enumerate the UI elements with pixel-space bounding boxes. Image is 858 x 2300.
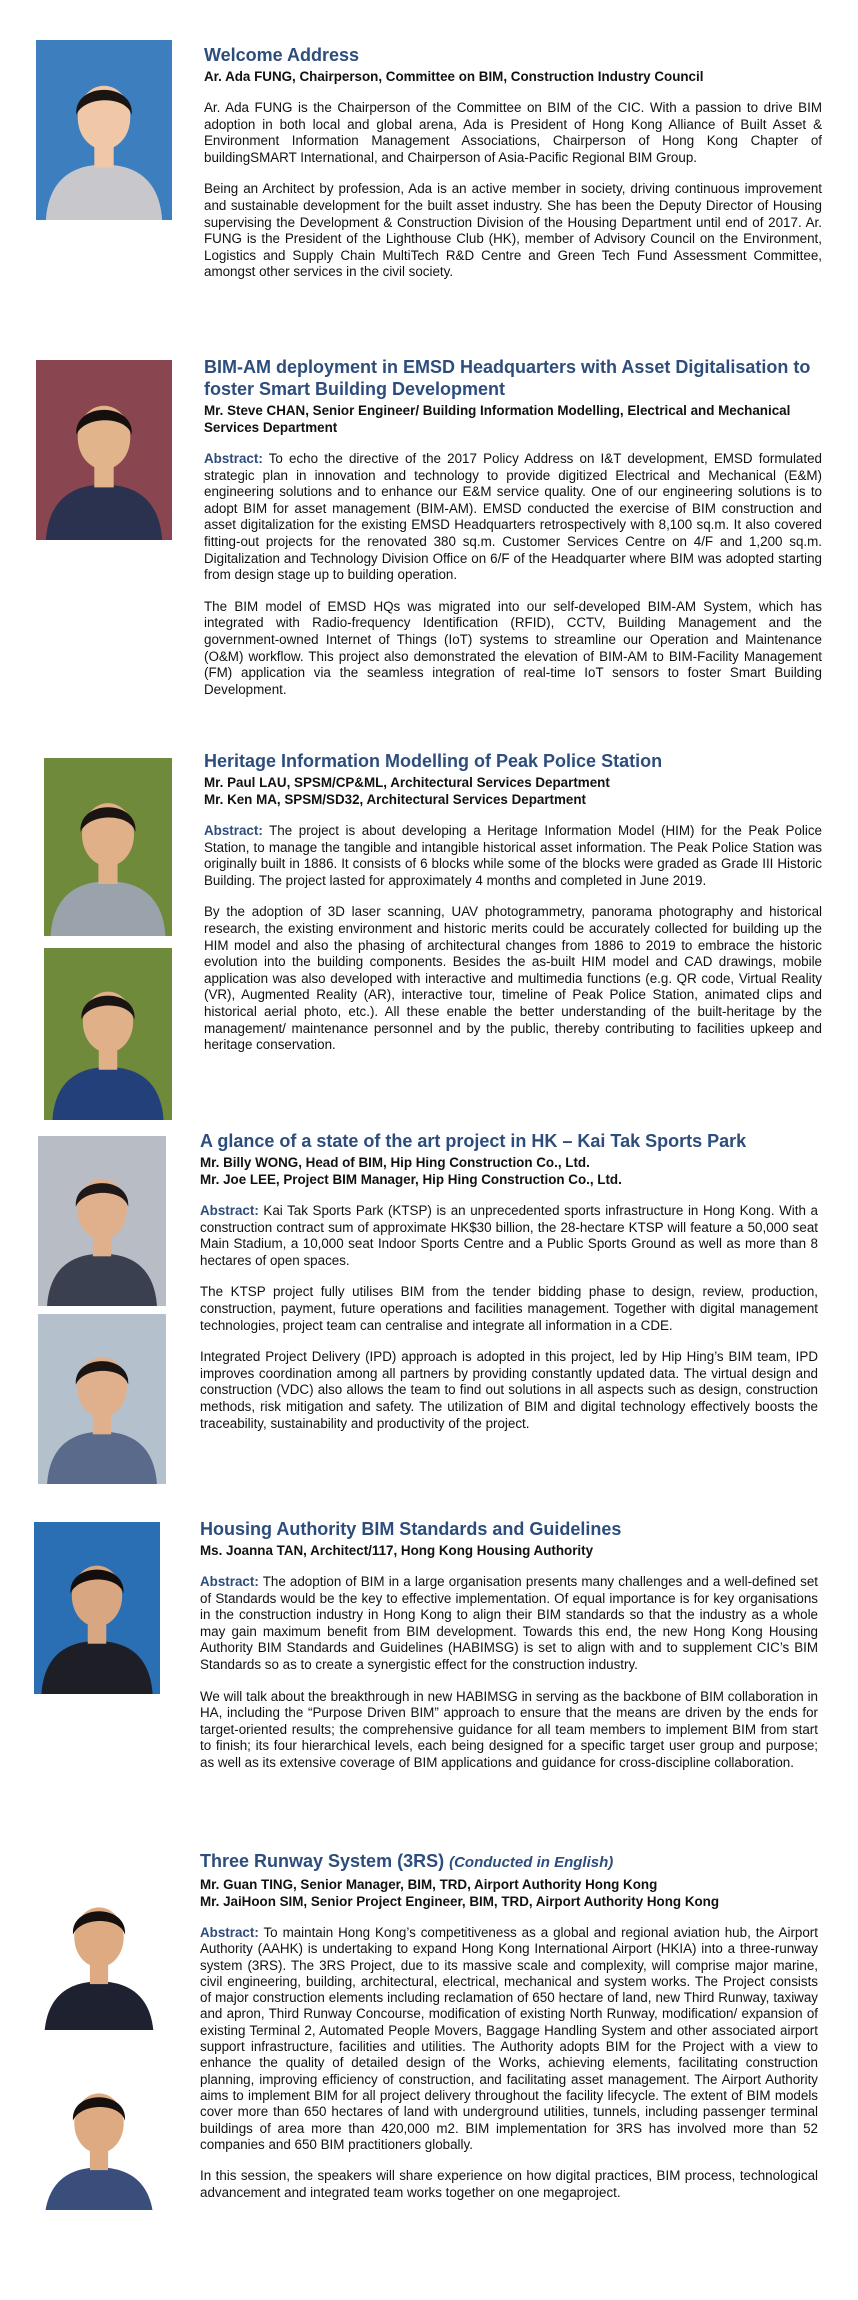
portrait-image bbox=[38, 1314, 166, 1484]
abstract-text: The adoption of BIM in a large organisation presents many challenges and a well-defined set of Standards would be the key to effective implementation. Of equal importance is for key organisations in the construction industry in Hong Kong to align their BIM standards so that the industry as a whole may gain maximum benefit from BIM development. Towards this end, the new Hong Kong Housing Authority BIM Standards and Guidelines (HABIMSG) is set to align with and to supplement CIC’s BIM Standards so as to create a synergistic effect for the construction industry. bbox=[200, 1574, 818, 1672]
abstract-text: The project is about developing a Heritage Information Model (HIM) for the Peak Police Station, to manage the tangible and intangible historical asset information. The Peak Police Station was originally built in 1886. It consists of 6 blocks while some of the blocks were graded as Grade III Historic Building. The project lasted for approximately 4 months and completed in June 2019. bbox=[204, 823, 822, 888]
speaker-photo-steve-chan bbox=[36, 360, 172, 540]
session-title: Heritage Information Modelling of Peak Police Station bbox=[204, 751, 663, 771]
portrait-image bbox=[44, 948, 172, 1120]
speaker-line: Mr. Ken MA, SPSM/SD32, Architectural Services Department bbox=[204, 792, 587, 807]
body-paragraph: By the adoption of 3D laser scanning, UAV photogrammetry, panorama photography and historical research, the existing environment and historic merits could be accurately collected for building up the HIM model and also the phasing of architectural changes from 1886 to 2019 to embrace the historic evolution into the building components. Besides the as-built HIM model and CAD drawings, mobile application was also developed with interactive and multimedia functions (e.g. QR code, Virtual Reality (VR), Augmented Reality (AR), interactive tour, timeline of Peak Police Station, animated clips and historical aerial photo, etc.). All these enable the better understanding of the built-heritage by the management/ maintenance personnel and by the public, thereby contributing to facilities upkeep and heritage conservation. bbox=[204, 904, 822, 1053]
session-title: Housing Authority BIM Standards and Guidelines bbox=[200, 1519, 622, 1539]
session-title: BIM-AM deployment in EMSD Headquarters with Asset Digitalisation to foster Smart Building Development bbox=[204, 357, 811, 399]
abstract-label: Abstract: bbox=[204, 823, 263, 838]
session-title: A glance of a state of the art project in HK – Kai Tak Sports Park bbox=[200, 1131, 747, 1151]
abstract-paragraph bbox=[200, 1925, 818, 2153]
abstract-label: Abstract: bbox=[200, 1203, 259, 1218]
body-paragraph: The KTSP project fully utilises BIM from the tender bidding phase to design, review, production, construction, payment, future operations and facilities management. Together with digital management technologies, project team can centralise and integrate all information in a CDE. bbox=[200, 1284, 818, 1333]
session-content bbox=[200, 1850, 818, 2201]
speaker-line: Mr. Paul LAU, SPSM/CP&ML, Architectural Services Department bbox=[204, 775, 610, 790]
abstract-text: To maintain Hong Kong’s competitiveness as a global and regional aviation hub, the Airport Authority (AAHK) is undertaking to expand Hong Kong International Airport (HKIA) into a three-runway system (3RS). The 3RS Project, due to its massive scale and complexity, will comprise major marine, civil engineering, building, architectural, electrical, mechanical and system works. The Project consists of major construction elements including reclamation of 650 hectare of land, new Third Runway, taxiway and apron, Third Runway Concourse, modification of existing North Runway, modification/ expansion of existing Terminal 2, Automated People Movers, Baggage Handling System and other associated airport support infrastructure, facilities and utilities. The Authority adopts BIM for the Project with a view to enhance the quality of detailed design of the Works, achieving elements, facilitating construction planning, improving efficiency of construction, and facilitating asset management. The Airport Authority aims to implement BIM for all project delivery throughout the facility lifecycle. The extent of BIM models cover more than 650 hectares of land with underground utilities, tunnels, including passenger terminal buildings of area more than 420,000 m2. BIM implementation for 3RS has involved more than 52 companies and 650 BIM practitioners globally. bbox=[200, 1925, 818, 2152]
speaker-photo-billy-wong bbox=[38, 1136, 166, 1306]
session-content bbox=[204, 356, 822, 698]
abstract-text: Kai Tak Sports Park (KTSP) is an unprecedented sports infrastructure in Hong Kong. With a construction contract sum of approximate HK$30 billion, the 28-hectare KTSP will feature a 50,000 seat Main Stadium, a 10,000 seat Indoor Sports Centre and a Public Sports Ground as well as more than 8 hectares of open spaces. bbox=[200, 1203, 818, 1268]
abstract-paragraph bbox=[204, 451, 822, 584]
body-paragraph: We will talk about the breakthrough in new HABIMSG in serving as the backbone of BIM collaboration in HA, including the “Purpose Driven BIM” approach to ensure that the means are driven by the ends for target-oriented results; the comprehensive guidance for all team members to implement BIM from start to finish; its four hierarchical levels, each being designed for a specific target user group and purpose; as well as its extensive coverage of BIM applications and guidance for cross-discipline collaboration. bbox=[200, 1688, 818, 1770]
portrait-image bbox=[44, 758, 172, 936]
abstract-label: Abstract: bbox=[204, 451, 263, 466]
speaker-line: Mr. Steve CHAN, Senior Engineer/ Building Information Modelling, Electrical and Mechanical Services Department bbox=[204, 403, 791, 435]
abstract-paragraph bbox=[200, 1574, 818, 1674]
speaker-photo-ada-fung bbox=[36, 40, 172, 220]
body-paragraph: The BIM model of EMSD HQs was migrated into our self-developed BIM-AM System, which has integrated with Radio-frequency Identification (RFID), CCTV, Building Management and the government-owned Internet of Things (IoT) systems to streamline our Operation and Maintenance (O&M) workflow. This project also demonstrated the elevation of BIM-AM to BIM-Facility Management (FM) application via the seamless integration of real-time IoT sensors to foster Smart Building Development. bbox=[204, 598, 822, 697]
portrait-image bbox=[34, 2060, 164, 2210]
speaker-line: Ar. Ada FUNG, Chairperson, Committee on BIM, Construction Industry Council bbox=[204, 69, 704, 84]
speaker-line: Ms. Joanna TAN, Architect/117, Hong Kong Housing Authority bbox=[200, 1543, 594, 1558]
portrait-image bbox=[38, 1136, 166, 1306]
portrait-image bbox=[34, 1522, 160, 1694]
portrait-image bbox=[34, 1868, 164, 2030]
speaker-line: Mr. Joe LEE, Project BIM Manager, Hip Hing Construction Co., Ltd. bbox=[200, 1172, 622, 1187]
speaker-photo-joanna-tan bbox=[34, 1522, 160, 1694]
speaker-line: Mr. Billy WONG, Head of BIM, Hip Hing Construction Co., Ltd. bbox=[200, 1155, 590, 1170]
abstract-paragraph bbox=[204, 823, 822, 889]
abstract-label: Abstract: bbox=[200, 1925, 259, 1940]
abstract-label: Abstract: bbox=[200, 1574, 259, 1589]
portrait-image bbox=[36, 360, 172, 540]
speaker-photo-paul-lau bbox=[44, 758, 172, 936]
session-title-note: (Conducted in English) bbox=[449, 1854, 614, 1871]
speaker-photo-joe-lee bbox=[38, 1314, 166, 1484]
speaker-photo-jaihoon-sim bbox=[34, 2060, 164, 2210]
session-content bbox=[200, 1518, 818, 1772]
body-paragraph: In this session, the speakers will share experience on how digital practices, BIM process, technological advancement and integrated team works together on one megaproject. bbox=[200, 2168, 818, 2200]
session-title: Welcome Address bbox=[204, 45, 360, 65]
body-paragraph: Ar. Ada FUNG is the Chairperson of the Committee on BIM of the CIC. With a passion to drive BIM adoption in both local and global arena, Ada is President of Hong Kong Alliance of Built Asset & Environment Information Management Associations, Chairperson of Hong Kong Chapter of buildingSMART International, and Chairperson of Asia-Pacific Regional BIM Group. bbox=[204, 100, 822, 165]
abstract-text: To echo the directive of the 2017 Policy Address on I&T development, EMSD formulated strategic plan in innovation and technology to provide digitized Electrical and Mechanical (E&M) engineering solutions and to enhance our E&M service quality. One of our engineering solutions is to adopt BIM for asset management (BIM-AM). EMSD conducted the exercise of BIM construction and asset digitalization for the existing EMSD Headquarters retrospectively with 8,100 sq.m. It also covered fitting-out projects for the renovated 380 sq.m. Customer Services Centre on 4/F and 1,200 sq.m. Digitalization and Technology Division Office on 6/F of the Headquarter where BIM was adopted starting from design stage up to building operation. bbox=[204, 451, 822, 583]
session-content bbox=[200, 1130, 818, 1432]
speaker-photo-ken-ma bbox=[44, 948, 172, 1120]
session-content bbox=[204, 44, 822, 281]
session-title bbox=[200, 1850, 818, 1874]
session-title-text: Three Runway System (3RS) bbox=[200, 1851, 445, 1871]
portrait-image bbox=[36, 40, 172, 220]
session-content bbox=[204, 750, 822, 1054]
abstract-paragraph bbox=[200, 1203, 818, 1269]
body-paragraph: Being an Architect by profession, Ada is an active member in society, driving continuous improvement and sustainable development for the built asset industry. She has been the Deputy Director of Housing supervising the Development & Construction Division of the Housing Department until end of 2017. Ar. FUNG is the President of the Lighthouse Club (HK), member of Advisory Council on the Environment, Logistics and Supply Chain MultiTech R&D Centre and Green Tech Fund Assessment Committee, amongst other services in the civil society. bbox=[204, 181, 822, 280]
speaker-line: Mr. Guan TING, Senior Manager, BIM, TRD, Airport Authority Hong Kong bbox=[200, 1877, 658, 1892]
speaker-photo-guan-ting bbox=[34, 1868, 164, 2030]
speaker-line: Mr. JaiHoon SIM, Senior Project Engineer, BIM, TRD, Airport Authority Hong Kong bbox=[200, 1894, 720, 1909]
body-paragraph: Integrated Project Delivery (IPD) approach is adopted in this project, led by Hip Hing’s BIM team, IPD improves coordination among all partners by providing constantly updated data. The virtual design and construction (VDC) also allows the team to find out solutions in all aspects such as design, construction methods, risk mitigation and safety. The utilization of BIM and digital technology effectively boosts the traceability, sustainability and productivity of the project. bbox=[200, 1349, 818, 1431]
